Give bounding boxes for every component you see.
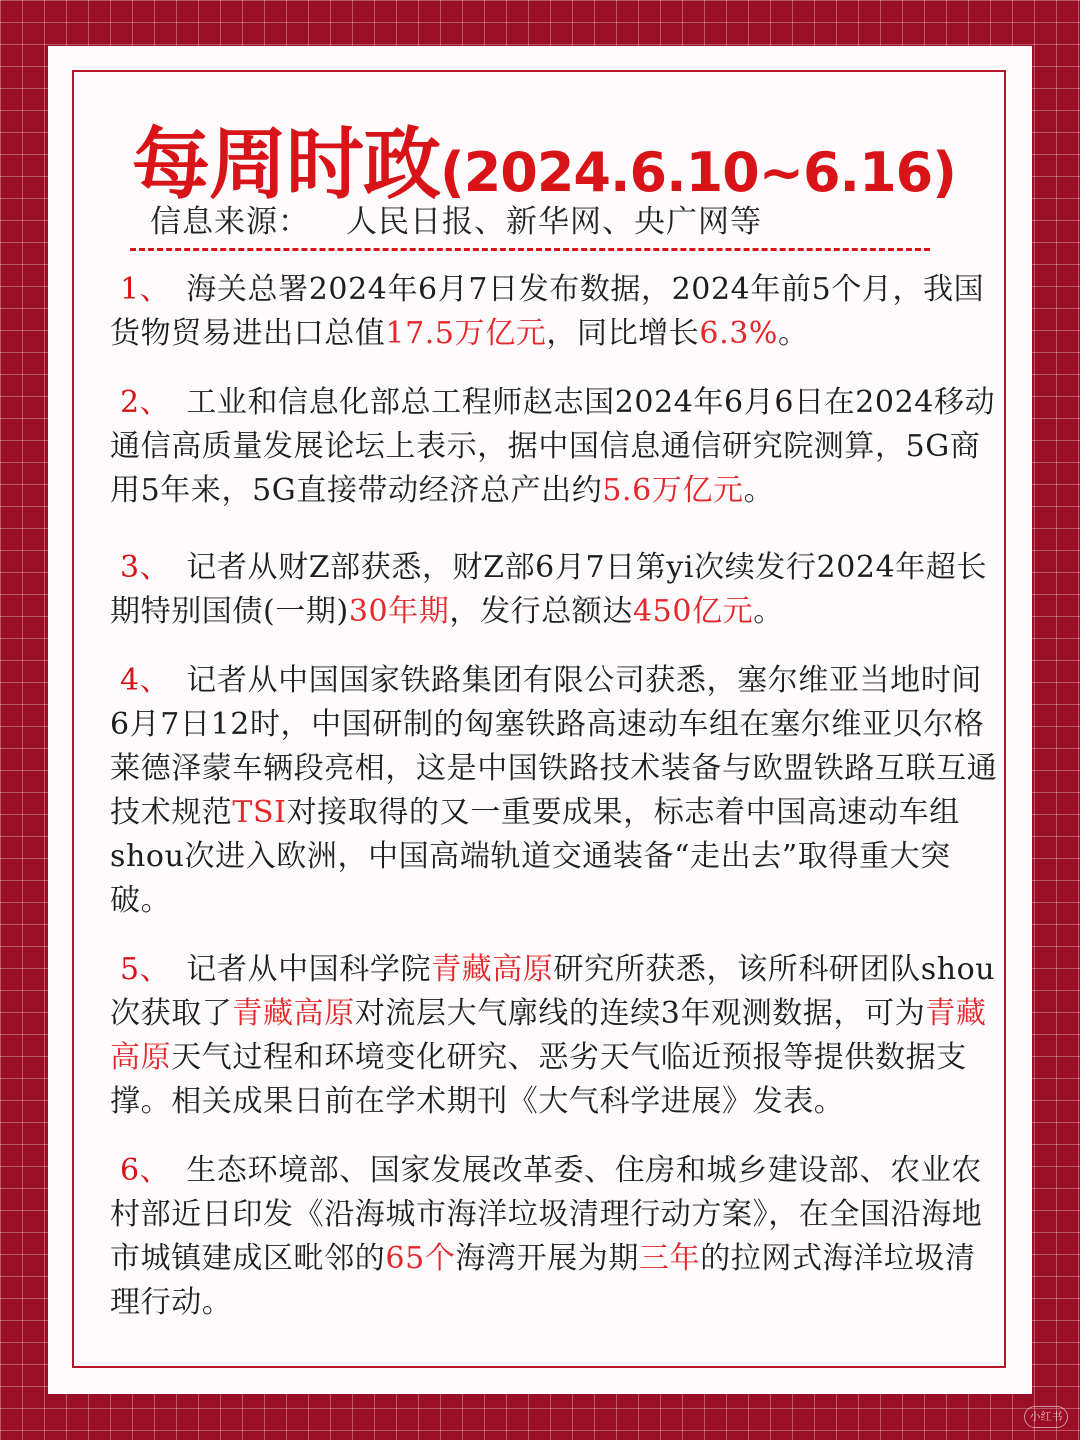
news-text: 海湾开展为期 — [455, 1241, 639, 1276]
news-item-number: 4、 — [120, 663, 171, 698]
news-item-number: 5、 — [120, 952, 171, 987]
highlight-text: 5.6万亿元 — [602, 473, 744, 508]
news-list — [110, 268, 998, 1350]
news-item-number: 6、 — [120, 1153, 171, 1188]
news-item — [110, 1149, 998, 1325]
news-item-number: 1、 — [120, 272, 171, 307]
news-text: 。 — [778, 316, 809, 351]
news-text: 记者从中国科学院 — [186, 952, 432, 987]
news-item-number: 3、 — [120, 550, 171, 585]
news-text: ，发行总额达 — [449, 594, 633, 629]
source-line — [150, 196, 762, 241]
highlight-text: 青藏高原 — [431, 952, 554, 987]
watermark-logo: 小红书 — [1024, 1406, 1068, 1428]
title-date: (2024.6.10~6.16) — [440, 141, 956, 204]
news-text: 天气过程和环境变化研究、恶劣天气临近预报等提供数据支撑。相关成果日前在学术期刊《大气科学进展》发表。 — [110, 1040, 967, 1119]
source-value: 人民日报、新华网、央广网等 — [346, 204, 762, 240]
news-text: 工业和信息化部总工程师赵志国2024年6月6日在2024移动通信高质量发展论坛上表示，据中国信息通信研究院测算，5G商用5年来，5G直接带动经济总产出约 — [110, 385, 996, 508]
highlight-text: 17.5万亿元 — [385, 316, 547, 351]
news-text: 记者从中国国家铁路集团有限公司获悉，塞尔维亚当地时间6月7日12时，中国研制的匈塞铁路高速动车组在塞尔维亚贝尔格莱德泽蒙车辆段亮相，这是中国铁路技术装备与欧盟铁路互联互通技术规范 — [110, 663, 998, 830]
news-text: 海关总署2024年6月7日发布数据，2024年前5个月，我国货物贸易进出口总值 — [110, 272, 985, 351]
news-item — [110, 659, 998, 923]
news-text: 研究所获悉，该所科研团队shou次获取了 — [110, 952, 996, 1031]
news-text: 记者从财Z部获悉，财Z部6月7日第yi次续发行2024年超长期特别国债(一期) — [110, 550, 988, 629]
news-text: 。 — [753, 594, 784, 629]
title-main: 每周时政 — [132, 120, 441, 210]
highlight-text: 青藏高原 — [232, 996, 355, 1031]
news-item — [110, 948, 998, 1124]
news-text: 的拉网式海洋垃圾清理行动。 — [110, 1241, 976, 1320]
highlight-text: TSI — [232, 795, 287, 830]
content-card — [48, 46, 1032, 1394]
news-text: ，同比增长 — [546, 316, 700, 351]
highlight-text: 450亿元 — [633, 594, 754, 629]
news-item — [110, 268, 998, 356]
highlight-text: 6.3% — [699, 316, 779, 351]
news-text: 对接取得的又一重要成果，标志着中国高速动车组shou次进入欧洲，中国高端轨道交通装备“走出去”取得重大突破。 — [110, 795, 960, 918]
news-item-number: 2、 — [120, 385, 171, 420]
news-item — [110, 546, 998, 634]
news-item — [110, 381, 998, 513]
dashed-divider — [130, 248, 930, 251]
news-text: 对流层大气廓线的连续3年观测数据，可为 — [354, 996, 926, 1031]
highlight-text: 30年期 — [348, 594, 450, 629]
news-text: 。 — [743, 473, 775, 508]
highlight-text: 三年 — [639, 1241, 701, 1276]
source-label: 信息来源： — [150, 204, 310, 240]
highlight-text: 65个 — [385, 1241, 456, 1276]
news-text: 生态环境部、国家发展改革委、住房和城乡建设部、农业农村部近日印发《沿海城市海洋垃圾清理行动方案》，在全国沿海地市城镇建成区毗邻的 — [110, 1153, 983, 1276]
highlight-text: 青藏高原 — [110, 996, 987, 1075]
